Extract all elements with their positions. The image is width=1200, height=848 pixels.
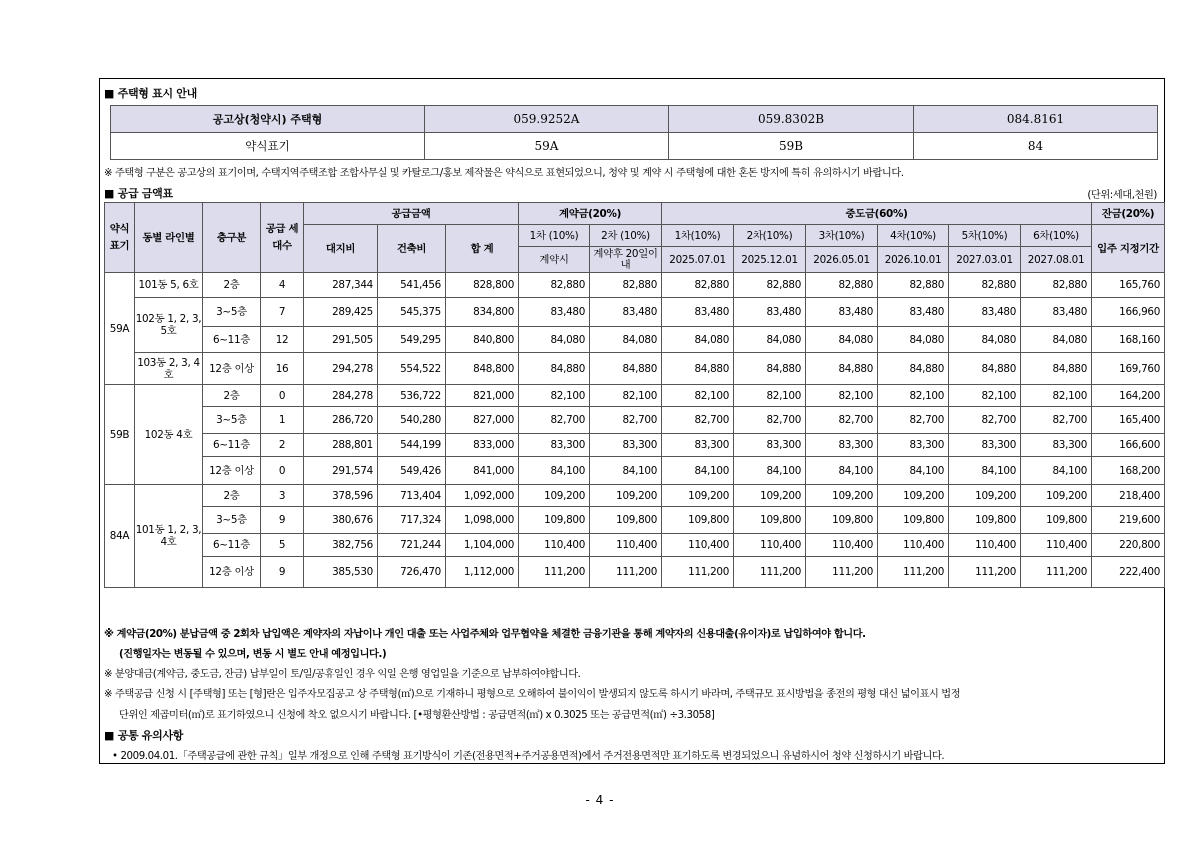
m3-cell: 84,080	[806, 327, 878, 353]
balance-cell: 220,800	[1092, 534, 1165, 557]
m1-cell: 111,200	[662, 557, 734, 588]
total-cell: 827,000	[446, 407, 519, 434]
supply-section-title: ■ 공급 금액표	[104, 187, 173, 200]
floor-cell: 3~5층	[203, 507, 261, 534]
land-cell: 284,278	[304, 385, 378, 407]
households-cell: 9	[261, 507, 304, 534]
official-type-cell: 059.8302B	[669, 106, 914, 133]
m1-cell: 110,400	[662, 534, 734, 557]
m5-cell: 109,200	[949, 485, 1021, 507]
m6-cell: 84,080	[1021, 327, 1092, 353]
middle-1-header: 1차(10%)	[662, 225, 734, 247]
m6-cell: 84,100	[1021, 457, 1092, 485]
c2-cell: 109,800	[590, 507, 662, 534]
land-cell: 291,574	[304, 457, 378, 485]
middle-4-date: 2026.10.01	[878, 247, 949, 273]
building-cell: 554,522	[378, 353, 446, 385]
supply-header-row	[105, 203, 1165, 225]
middle-6-date: 2027.08.01	[1021, 247, 1092, 273]
total-cell: 828,800	[446, 273, 519, 298]
floor-header: 층구분	[203, 203, 261, 273]
m2-cell: 83,480	[734, 298, 806, 327]
total-cell: 1,112,000	[446, 557, 519, 588]
c2-cell: 109,200	[590, 485, 662, 507]
floor-cell: 12층 이상	[203, 353, 261, 385]
total-cell: 848,800	[446, 353, 519, 385]
m5-cell: 82,880	[949, 273, 1021, 298]
c1-cell: 84,100	[519, 457, 590, 485]
land-cell: 380,676	[304, 507, 378, 534]
dong-line-cell: 103동 2, 3, 4호	[135, 353, 203, 385]
building-cell: 541,456	[378, 273, 446, 298]
m6-cell: 109,800	[1021, 507, 1092, 534]
c1-cell: 109,200	[519, 485, 590, 507]
supply-row	[105, 407, 1165, 434]
m3-cell: 82,100	[806, 385, 878, 407]
balance-cell: 166,600	[1092, 434, 1165, 457]
land-cell: 385,530	[304, 557, 378, 588]
supply-row	[105, 457, 1165, 485]
total-cell: 1,104,000	[446, 534, 519, 557]
contract-2-header: 2차 (10%)	[590, 225, 662, 247]
m3-cell: 109,800	[806, 507, 878, 534]
c1-cell: 84,880	[519, 353, 590, 385]
balance-cell: 165,400	[1092, 407, 1165, 434]
c2-cell: 111,200	[590, 557, 662, 588]
floor-cell: 12층 이상	[203, 557, 261, 588]
balance-cell: 168,200	[1092, 457, 1165, 485]
common-notes-title: ■ 공통 유의사항	[104, 729, 184, 742]
supply-row	[105, 385, 1165, 407]
households-cell: 3	[261, 485, 304, 507]
supply-row	[105, 298, 1165, 327]
building-cell: 536,722	[378, 385, 446, 407]
m3-cell: 84,880	[806, 353, 878, 385]
middle-6-header: 6차(10%)	[1021, 225, 1092, 247]
m5-cell: 83,480	[949, 298, 1021, 327]
building-cell: 549,426	[378, 457, 446, 485]
c1-cell: 109,800	[519, 507, 590, 534]
c1-cell: 84,080	[519, 327, 590, 353]
m3-cell: 110,400	[806, 534, 878, 557]
page-number: - 4 -	[585, 793, 615, 807]
m4-cell: 109,800	[878, 507, 949, 534]
total-cell: 834,800	[446, 298, 519, 327]
land-cell: 291,505	[304, 327, 378, 353]
short-type-row	[111, 133, 1158, 160]
contract-1-date: 계약시	[519, 247, 590, 273]
building-cell: 545,375	[378, 298, 446, 327]
middle-2-date: 2025.12.01	[734, 247, 806, 273]
m3-cell: 109,200	[806, 485, 878, 507]
total-cell: 1,098,000	[446, 507, 519, 534]
dong-line-cell: 102동 1, 2, 3, 5호	[135, 298, 203, 353]
middle-3-header: 3차(10%)	[806, 225, 878, 247]
short-type-label: 약식표기	[111, 133, 425, 160]
m6-cell: 111,200	[1021, 557, 1092, 588]
c1-cell: 82,880	[519, 273, 590, 298]
m4-cell: 82,700	[878, 407, 949, 434]
floor-cell: 6~11층	[203, 534, 261, 557]
m1-cell: 84,880	[662, 353, 734, 385]
housing-type-note: ※ 주택형 구분은 공고상의 표기이며, 수택지역주택조합 조합사무실 및 카탈로그/홍보 제작물은 약식으로 표현되었으니, 청약 및 계약 시 주택형에 대한 혼돈 방지에 특히 유의하시기 바랍니다.	[104, 168, 904, 179]
floor-cell: 3~5층	[203, 298, 261, 327]
m2-cell: 84,100	[734, 457, 806, 485]
m6-cell: 83,480	[1021, 298, 1092, 327]
dong-line-cell: 101동 5, 6호	[135, 273, 203, 298]
c1-cell: 83,300	[519, 434, 590, 457]
short-type-cell: 59A	[425, 133, 669, 160]
short-type-cell: 59B	[669, 133, 914, 160]
balance-cell: 219,600	[1092, 507, 1165, 534]
c1-cell: 110,400	[519, 534, 590, 557]
land-cell: 287,344	[304, 273, 378, 298]
c2-cell: 84,080	[590, 327, 662, 353]
total-cell: 821,000	[446, 385, 519, 407]
c1-cell: 82,100	[519, 385, 590, 407]
households-cell: 4	[261, 273, 304, 298]
balance-date-header: 입주 지정기간	[1092, 225, 1165, 273]
building-cell: 717,324	[378, 507, 446, 534]
households-cell: 9	[261, 557, 304, 588]
m2-cell: 82,700	[734, 407, 806, 434]
m2-cell: 110,400	[734, 534, 806, 557]
middle-2-header: 2차(10%)	[734, 225, 806, 247]
balance-cell: 218,400	[1092, 485, 1165, 507]
m4-cell: 111,200	[878, 557, 949, 588]
land-cell: 288,801	[304, 434, 378, 457]
m1-cell: 82,880	[662, 273, 734, 298]
installment-note: ※ 계약금(20%) 분납금액 중 2회차 납입액은 계약자의 자납이나 개인 대출 또는 사업주체와 업무협약을 체결한 금융기관을 통해 계약자의 신용대출(유이자)로 납입하여야 합니다.	[104, 629, 866, 640]
floor-cell: 3~5층	[203, 407, 261, 434]
supply-row	[105, 273, 1165, 298]
m5-cell: 82,700	[949, 407, 1021, 434]
m6-cell: 82,700	[1021, 407, 1092, 434]
area-notation-note: ※ 주택공급 신청 시 [주택형] 또는 [형]란은 입주자모집공고 상 주택형(㎡)으로 기재하니 평형으로 오해하여 불이익이 발생되지 않도록 하시기 바라며, 주택규모 표시방법을 종전의 평형 대신 넓이표시 법정	[104, 689, 961, 700]
supply-row	[105, 353, 1165, 385]
floor-cell: 6~11층	[203, 327, 261, 353]
total-cell: 841,000	[446, 457, 519, 485]
total-header: 합 계	[446, 225, 519, 273]
supply-row	[105, 557, 1165, 588]
building-cell: 540,280	[378, 407, 446, 434]
m2-cell: 83,300	[734, 434, 806, 457]
common-note: • 2009.04.01.「주택공급에 관한 규칙」일부 개정으로 인해 주택형 표기방식이 기존(전용면적+주거공용면적)에서 주거전용면적만 표기하도록 변경되었으니 유념하시어 청약 신청하시기 바랍니다.	[112, 751, 945, 762]
short-type-cell: 84	[914, 133, 1158, 160]
floor-cell: 2층	[203, 385, 261, 407]
supply-row	[105, 507, 1165, 534]
payment-date-note: ※ 분양대금(계약금, 중도금, 잔금) 납부일이 토/일/공휴일인 경우 익일 은행 영업일을 기준으로 납부하여야합니다.	[104, 669, 581, 680]
m5-cell: 109,800	[949, 507, 1021, 534]
supply-row	[105, 434, 1165, 457]
m3-cell: 82,880	[806, 273, 878, 298]
m1-cell: 83,300	[662, 434, 734, 457]
m2-cell: 84,880	[734, 353, 806, 385]
supply-row	[105, 534, 1165, 557]
official-type-cell: 084.8161	[914, 106, 1158, 133]
m4-cell: 84,080	[878, 327, 949, 353]
land-cell: 294,278	[304, 353, 378, 385]
m3-cell: 111,200	[806, 557, 878, 588]
m1-cell: 109,200	[662, 485, 734, 507]
building-cell: 726,470	[378, 557, 446, 588]
m3-cell: 83,480	[806, 298, 878, 327]
m1-cell: 83,480	[662, 298, 734, 327]
balance-cell: 165,760	[1092, 273, 1165, 298]
building-header: 건축비	[378, 225, 446, 273]
land-header: 대지비	[304, 225, 378, 273]
schedule-change-note: (진행일자는 변동될 수 있으며, 변동 시 별도 안내 예정입니다.)	[119, 649, 387, 660]
housing-type-table	[110, 105, 1158, 160]
land-cell: 289,425	[304, 298, 378, 327]
contract-2-date: 계약후 20일이내	[590, 247, 662, 273]
c1-cell: 83,480	[519, 298, 590, 327]
type-cell: 59A	[105, 273, 135, 385]
dong-line-cell: 102동 4호	[135, 385, 203, 485]
total-cell: 840,800	[446, 327, 519, 353]
middle-5-date: 2027.03.01	[949, 247, 1021, 273]
m2-cell: 111,200	[734, 557, 806, 588]
m3-cell: 83,300	[806, 434, 878, 457]
households-cell: 7	[261, 298, 304, 327]
c1-cell: 111,200	[519, 557, 590, 588]
unit-label: (단위:세대,천원)	[1087, 190, 1157, 201]
c2-cell: 84,100	[590, 457, 662, 485]
m4-cell: 110,400	[878, 534, 949, 557]
m4-cell: 83,480	[878, 298, 949, 327]
middle-4-header: 4차(10%)	[878, 225, 949, 247]
m4-cell: 82,880	[878, 273, 949, 298]
c2-cell: 82,880	[590, 273, 662, 298]
m5-cell: 84,080	[949, 327, 1021, 353]
balance-cell: 166,960	[1092, 298, 1165, 327]
m3-cell: 82,700	[806, 407, 878, 434]
m4-cell: 82,100	[878, 385, 949, 407]
m5-cell: 84,880	[949, 353, 1021, 385]
m5-cell: 83,300	[949, 434, 1021, 457]
total-cell: 833,000	[446, 434, 519, 457]
m2-cell: 109,800	[734, 507, 806, 534]
housing-type-header-row	[111, 106, 1158, 133]
supply-price-table	[104, 202, 1165, 588]
total-cell: 1,092,000	[446, 485, 519, 507]
m5-cell: 82,100	[949, 385, 1021, 407]
middle-payment-header: 중도금(60%)	[662, 203, 1092, 225]
land-cell: 378,596	[304, 485, 378, 507]
floor-cell: 12층 이상	[203, 457, 261, 485]
supply-table-body	[105, 273, 1165, 588]
m2-cell: 82,100	[734, 385, 806, 407]
floor-cell: 6~11층	[203, 434, 261, 457]
official-type-label: 공고상(청약시) 주택형	[111, 106, 425, 133]
households-header: 공급 세대수	[261, 203, 304, 273]
balance-cell: 164,200	[1092, 385, 1165, 407]
building-cell: 721,244	[378, 534, 446, 557]
households-cell: 2	[261, 434, 304, 457]
building-cell: 713,404	[378, 485, 446, 507]
supply-row	[105, 485, 1165, 507]
m4-cell: 109,200	[878, 485, 949, 507]
m2-cell: 82,880	[734, 273, 806, 298]
type-cell: 84A	[105, 485, 135, 588]
c2-cell: 82,100	[590, 385, 662, 407]
building-cell: 544,199	[378, 434, 446, 457]
dong-line-cell: 101동 1, 2, 3, 4호	[135, 485, 203, 588]
c2-cell: 83,300	[590, 434, 662, 457]
c2-cell: 82,700	[590, 407, 662, 434]
households-cell: 0	[261, 457, 304, 485]
building-cell: 549,295	[378, 327, 446, 353]
m1-cell: 84,080	[662, 327, 734, 353]
m5-cell: 84,100	[949, 457, 1021, 485]
c1-cell: 82,700	[519, 407, 590, 434]
m1-cell: 82,100	[662, 385, 734, 407]
m1-cell: 82,700	[662, 407, 734, 434]
households-cell: 1	[261, 407, 304, 434]
land-cell: 382,756	[304, 534, 378, 557]
balance-header: 잔금(20%)	[1092, 203, 1165, 225]
m3-cell: 84,100	[806, 457, 878, 485]
m4-cell: 84,100	[878, 457, 949, 485]
middle-3-date: 2026.05.01	[806, 247, 878, 273]
m6-cell: 83,300	[1021, 434, 1092, 457]
c2-cell: 110,400	[590, 534, 662, 557]
m5-cell: 111,200	[949, 557, 1021, 588]
m2-cell: 109,200	[734, 485, 806, 507]
m6-cell: 84,880	[1021, 353, 1092, 385]
official-type-cell: 059.9252A	[425, 106, 669, 133]
balance-cell: 222,400	[1092, 557, 1165, 588]
contract-header: 계약금(20%)	[519, 203, 662, 225]
floor-cell: 2층	[203, 485, 261, 507]
m6-cell: 109,200	[1021, 485, 1092, 507]
type-cell: 59B	[105, 385, 135, 485]
m1-cell: 109,800	[662, 507, 734, 534]
m5-cell: 110,400	[949, 534, 1021, 557]
housing-type-section-title: ■ 주택형 표시 안내	[104, 87, 197, 100]
households-cell: 0	[261, 385, 304, 407]
land-cell: 286,720	[304, 407, 378, 434]
abbr-header: 약식표기	[105, 203, 135, 273]
supply-row	[105, 327, 1165, 353]
middle-1-date: 2025.07.01	[662, 247, 734, 273]
contract-1-header: 1차 (10%)	[519, 225, 590, 247]
households-cell: 12	[261, 327, 304, 353]
dong-line-header: 동별 라인별	[135, 203, 203, 273]
m6-cell: 110,400	[1021, 534, 1092, 557]
m4-cell: 84,880	[878, 353, 949, 385]
m6-cell: 82,880	[1021, 273, 1092, 298]
floor-cell: 2층	[203, 273, 261, 298]
balance-cell: 169,760	[1092, 353, 1165, 385]
c2-cell: 83,480	[590, 298, 662, 327]
c2-cell: 84,880	[590, 353, 662, 385]
area-conversion-note: 단위인 제곱미터(㎡)로 표기하였으니 신청에 착오 없으시기 바랍니다. [•평형환산방법 : 공급면적(㎡) x 0.3025 또는 공급면적(㎡) ÷3.3058]	[119, 710, 715, 721]
households-cell: 16	[261, 353, 304, 385]
m2-cell: 84,080	[734, 327, 806, 353]
m6-cell: 82,100	[1021, 385, 1092, 407]
m1-cell: 84,100	[662, 457, 734, 485]
m4-cell: 83,300	[878, 434, 949, 457]
balance-cell: 168,160	[1092, 327, 1165, 353]
middle-5-header: 5차(10%)	[949, 225, 1021, 247]
supply-amount-header: 공급금액	[304, 203, 519, 225]
households-cell: 5	[261, 534, 304, 557]
